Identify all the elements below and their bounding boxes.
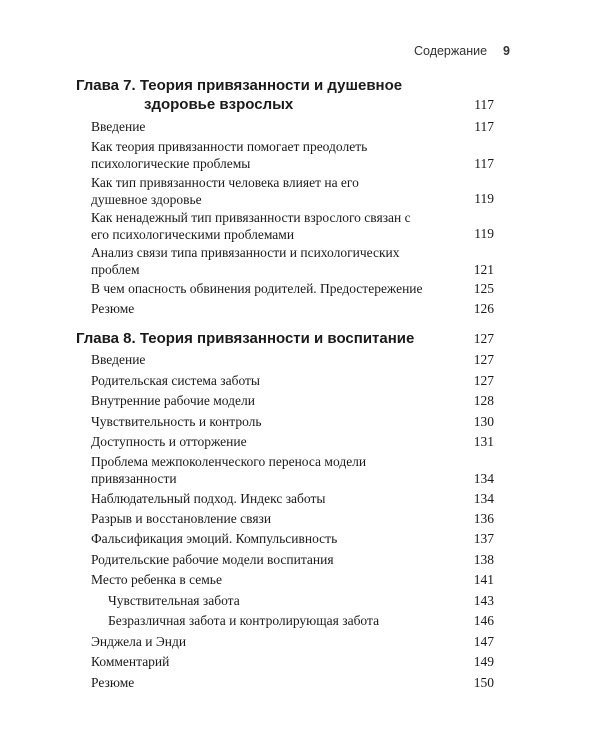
toc-entry-page: 125	[473, 281, 494, 296]
toc-entry-page: 146	[473, 613, 494, 628]
toc-entry: Энджела и Энди	[91, 634, 187, 649]
toc-entry-page: 126	[473, 301, 494, 316]
toc-entry: Как тип привязанности человека влияет на его душевное здоровье	[91, 175, 359, 207]
toc-entry: Фальсификация эмоций. Компульсивность	[91, 531, 338, 546]
chapter-7-title-line1: Глава 7. Теория привязанности и душевное	[76, 77, 403, 94]
header-page-number: 9	[503, 44, 510, 58]
toc-entry: Родительская система заботы	[91, 373, 260, 388]
toc-entry: Комментарий	[91, 654, 170, 669]
toc-entry-page: 149	[473, 654, 494, 669]
toc-entry: Родительские рабочие модели воспитания	[91, 552, 334, 567]
toc-entry-page: 147	[473, 634, 494, 649]
toc-entry: Введение	[91, 352, 146, 367]
toc-entry: Проблема межпоколенческого переноса модели привязанности	[91, 454, 367, 486]
toc-entry: Разрыв и восстановление связи	[91, 511, 272, 526]
toc-entry-page: 136	[473, 511, 494, 526]
toc-subentry: Безразличная забота и контролирующая забота	[108, 613, 380, 628]
toc-entry-page: 134	[473, 491, 494, 506]
toc-entry-page: 134	[473, 471, 494, 486]
toc-entry-page: 128	[473, 393, 494, 408]
chapter-8-page: 127	[473, 331, 494, 346]
toc-entry-page: 127	[473, 352, 494, 367]
chapter-7-title	[76, 76, 494, 114]
toc-entry: Резюме	[91, 301, 135, 316]
toc-entry: Резюме	[91, 675, 135, 690]
toc-entry-page: 121	[473, 262, 494, 277]
chapter-7-title-line2: здоровье взрослых	[144, 96, 294, 113]
toc-entry-page: 143	[473, 593, 494, 608]
toc-entry: Чувствительность и контроль	[91, 414, 262, 429]
chapter-7-page: 117	[474, 97, 494, 112]
toc-entry: Доступность и отторжение	[91, 434, 247, 449]
toc-entry-page: 117	[474, 119, 494, 134]
toc-entry: Как теория привязанности помогает преодолеть психологические проблемы	[91, 139, 368, 171]
toc-entry-page: 131	[473, 434, 494, 449]
toc-entry: Анализ связи типа привязанности и психологических проблем	[91, 245, 400, 277]
toc-entry-page: 138	[473, 552, 494, 567]
toc-entry-page: 117	[474, 156, 494, 171]
toc-entry-page: 119	[474, 226, 494, 241]
toc-subentry: Чувствительная забота	[108, 593, 240, 608]
toc-entry: Внутренние рабочие модели	[91, 393, 255, 408]
toc-entry-page: 127	[473, 373, 494, 388]
toc-entry: Введение	[91, 119, 146, 134]
toc-entry: Наблюдательный подход. Индекс заботы	[91, 491, 326, 506]
toc-entry-page: 130	[473, 414, 494, 429]
toc-entry-page: 150	[473, 675, 494, 690]
chapter-8-title: Глава 8. Теория привязанности и воспитание	[76, 330, 415, 347]
running-header	[90, 44, 510, 58]
toc-entry-page: 141	[473, 572, 494, 587]
toc-entry: Место ребенка в семье	[91, 572, 222, 587]
toc-entry-page: 137	[473, 531, 494, 546]
toc-entry: Как ненадежный тип привязанности взрослого связан с его психологическими проблемами	[91, 210, 411, 242]
header-section: Содержание	[413, 44, 488, 58]
toc-entry: В чем опасность обвинения родителей. Предостережение	[91, 281, 423, 296]
toc-entry-page: 119	[474, 191, 494, 206]
